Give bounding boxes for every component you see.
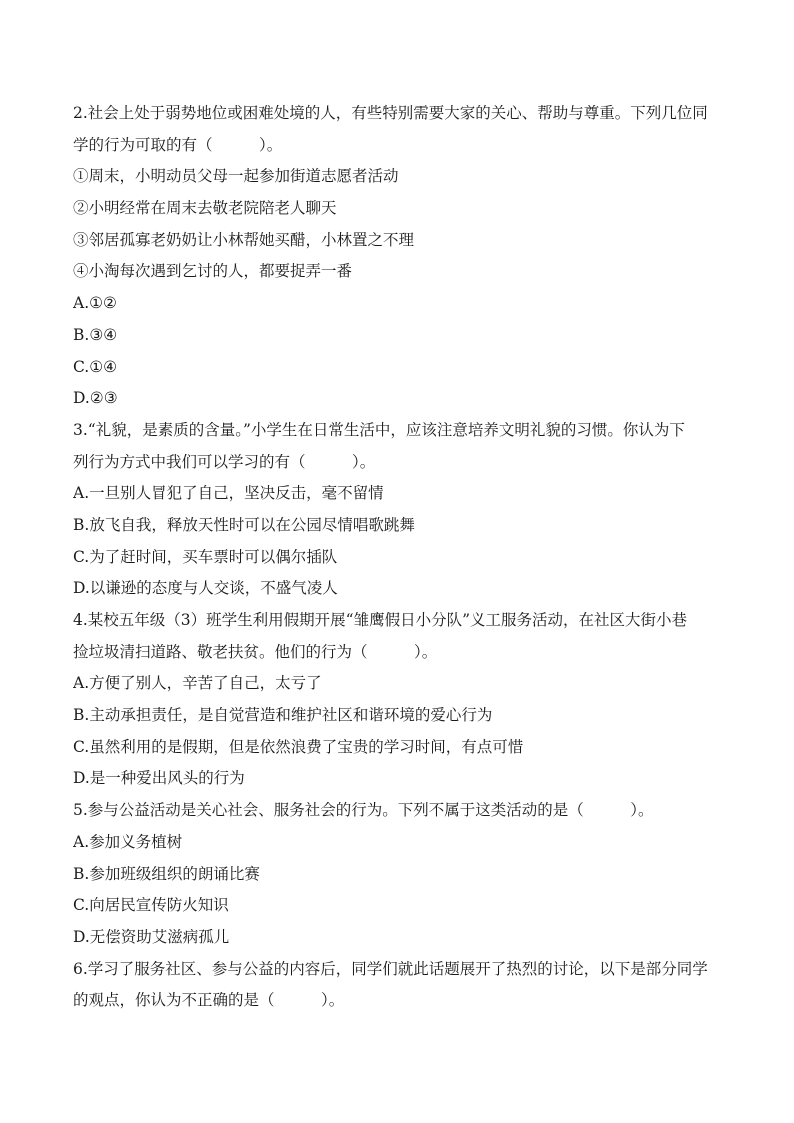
option-c: C.为了赶时间，买车票时可以偶尔插队 [73, 547, 338, 566]
question-6 [73, 954, 724, 1017]
option-d: D.是一种爱出风头的行为 [73, 769, 245, 788]
question-stem-line: 的观点，你认为不正确的是（ ）。 [73, 991, 345, 1010]
option-d: D.②③ [73, 389, 118, 408]
option-c: C.虽然利用的是假期，但是依然浪费了宝贵的学习时间，有点可惜 [73, 737, 524, 756]
option-c: C.向居民宣传防火知识 [73, 896, 229, 915]
question-3 [73, 415, 724, 605]
statement-item: ①周末，小明动员父母一起参加街道志愿者活动 [73, 167, 399, 186]
question-stem-line: 4.某校五年级（3）班学生利用假期开展“雏鹰假日小分队”义工服务活动，在社区大街小巷 [73, 611, 688, 629]
question-2 [73, 98, 724, 415]
option-c: C.①④ [73, 357, 118, 376]
question-stem-line: 5.参与公益活动是关心社会、服务社会的行为。下列不属于这类活动的是（ ）。 [73, 801, 654, 820]
option-a: A.①② [73, 294, 117, 313]
question-stem-line: 列行为方式中我们可以学习的有（ ）。 [73, 452, 376, 471]
question-stem-line: 6.学习了服务社区、参与公益的内容后，同学们就此话题展开了热烈的讨论，以下是部分同学 [73, 959, 708, 978]
question-stem-line: 3.“礼貌，是素质的含量。”小学生在日常生活中，应该注意培养文明礼貌的习惯。你认为下 [73, 420, 685, 439]
statement-item: ③邻居孤寡老奶奶让小林帮她买醋，小林置之不理 [73, 230, 415, 249]
option-a: A.方便了别人，辛苦了自己，太亏了 [73, 674, 322, 693]
option-d: D.以谦逊的态度与人交谈，不盛气凌人 [73, 579, 338, 598]
option-d: D.无偿资助艾滋病孤儿 [73, 927, 230, 946]
option-a: A.一旦别人冒犯了自己，坚决反击，毫不留情 [73, 484, 384, 503]
option-b: B.放飞自我，释放天性时可以在公园尽情唱歌跳舞 [73, 515, 415, 534]
question-stem-line: 捡垃圾清扫道路、敬老扶贫。他们的行为（ ）。 [73, 642, 438, 661]
question-stem-line: 学的行为可取的有（ ）。 [73, 135, 283, 154]
question-stem-line: 2.社会上处于弱势地位或困难处境的人，有些特别需要大家的关心、帮助与尊重。下列几位同 [73, 104, 708, 122]
question-5 [73, 795, 724, 953]
option-b: B.③④ [73, 325, 118, 344]
option-b: B.参加班级组织的朗诵比赛 [73, 864, 260, 883]
option-b: B.主动承担责任，是自觉营造和维护社区和谐环境的爱心行为 [73, 706, 493, 725]
question-4 [73, 605, 724, 795]
option-a: A.参加义务植树 [73, 832, 183, 851]
statement-item: ②小明经常在周末去敬老院陪老人聊天 [73, 199, 337, 218]
statement-item: ④小淘每次遇到乞讨的人，都要捉弄一番 [73, 262, 353, 281]
